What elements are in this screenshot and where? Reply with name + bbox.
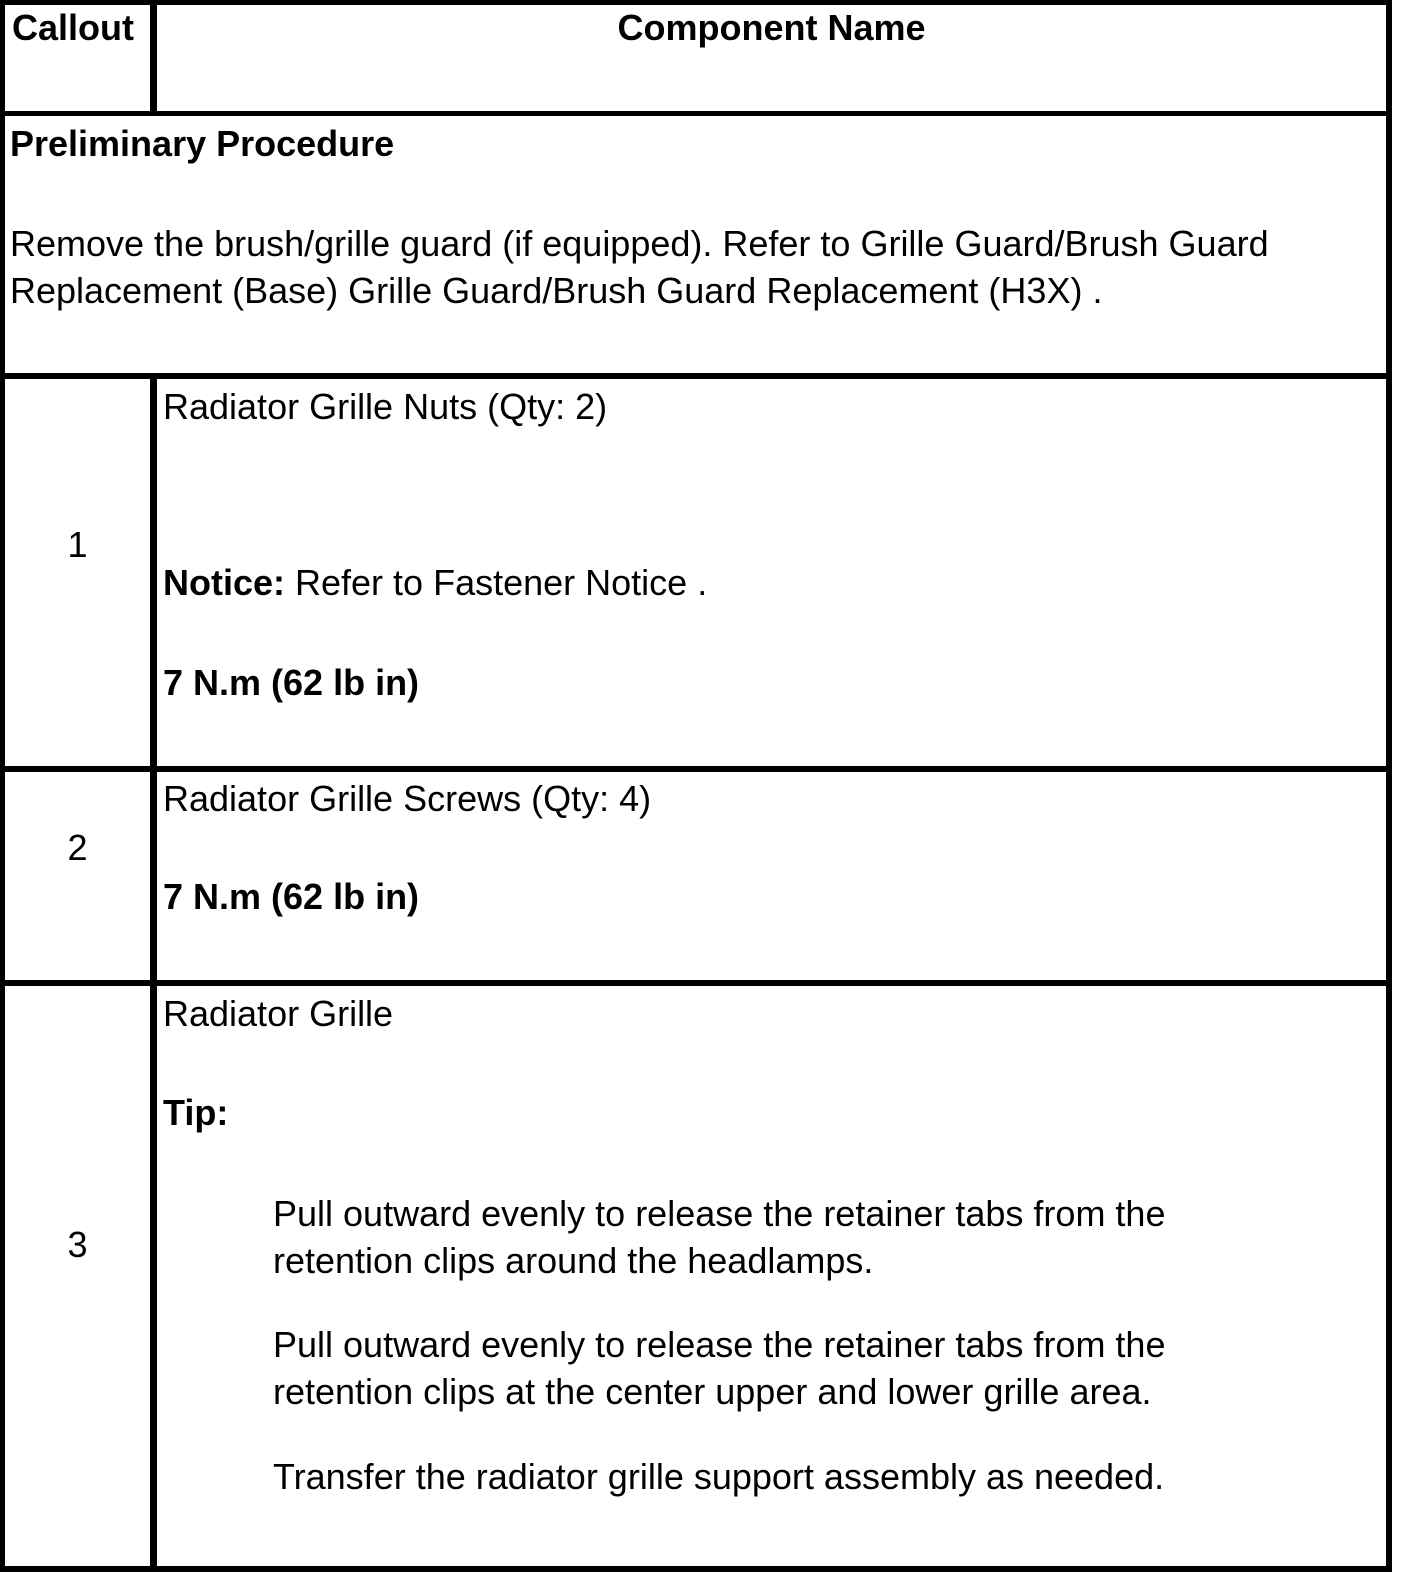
torque-spec: 7 N.m (62 lb in) (163, 662, 420, 703)
notice-text: Refer to Fastener Notice . (285, 562, 708, 603)
notice-label: Notice: (163, 562, 286, 603)
tip-line: Transfer the radiator grille support assembly as needed. (273, 1456, 1165, 1497)
component-name: Radiator Grille Screws (Qty: 4) (163, 778, 652, 819)
row1-divider (0, 766, 1392, 772)
preliminary-divider (0, 373, 1392, 379)
table-border-left (0, 0, 5, 1572)
callout-number: 3 (67, 1224, 88, 1265)
tip-label: Tip: (163, 1092, 229, 1133)
table-border-right (1386, 0, 1392, 1572)
preliminary-procedure-title: Preliminary Procedure (10, 123, 395, 164)
preliminary-procedure-text-line1: Remove the brush/grille guard (if equipped). Refer to Grille Guard/Brush Guard (10, 223, 1269, 264)
tip-line: retention clips at the center upper and lower grille area. (273, 1371, 1152, 1412)
header-divider (0, 111, 1392, 116)
component-name: Radiator Grille (163, 993, 394, 1034)
callout-column-header: Callout (12, 7, 134, 48)
tip-line: Pull outward evenly to release the retainer tabs from the (273, 1193, 1166, 1234)
notice-line (163, 559, 707, 606)
preliminary-procedure-text-line2: Replacement (Base) Grille Guard/Brush Guard Replacement (H3X) . (10, 270, 1103, 311)
callout-number: 2 (67, 827, 88, 868)
callout-number: 1 (67, 524, 88, 565)
table-border-bottom (0, 1566, 1392, 1572)
tip-line: retention clips around the headlamps. (273, 1240, 874, 1281)
component-name-column-header: Component Name (617, 7, 926, 48)
column-divider-body (150, 373, 157, 1572)
column-divider-header (150, 0, 157, 116)
component-name: Radiator Grille Nuts (Qty: 2) (163, 386, 608, 427)
row2-divider (0, 980, 1392, 986)
torque-spec: 7 N.m (62 lb in) (163, 876, 420, 917)
tip-line: Pull outward evenly to release the retainer tabs from the (273, 1324, 1166, 1365)
